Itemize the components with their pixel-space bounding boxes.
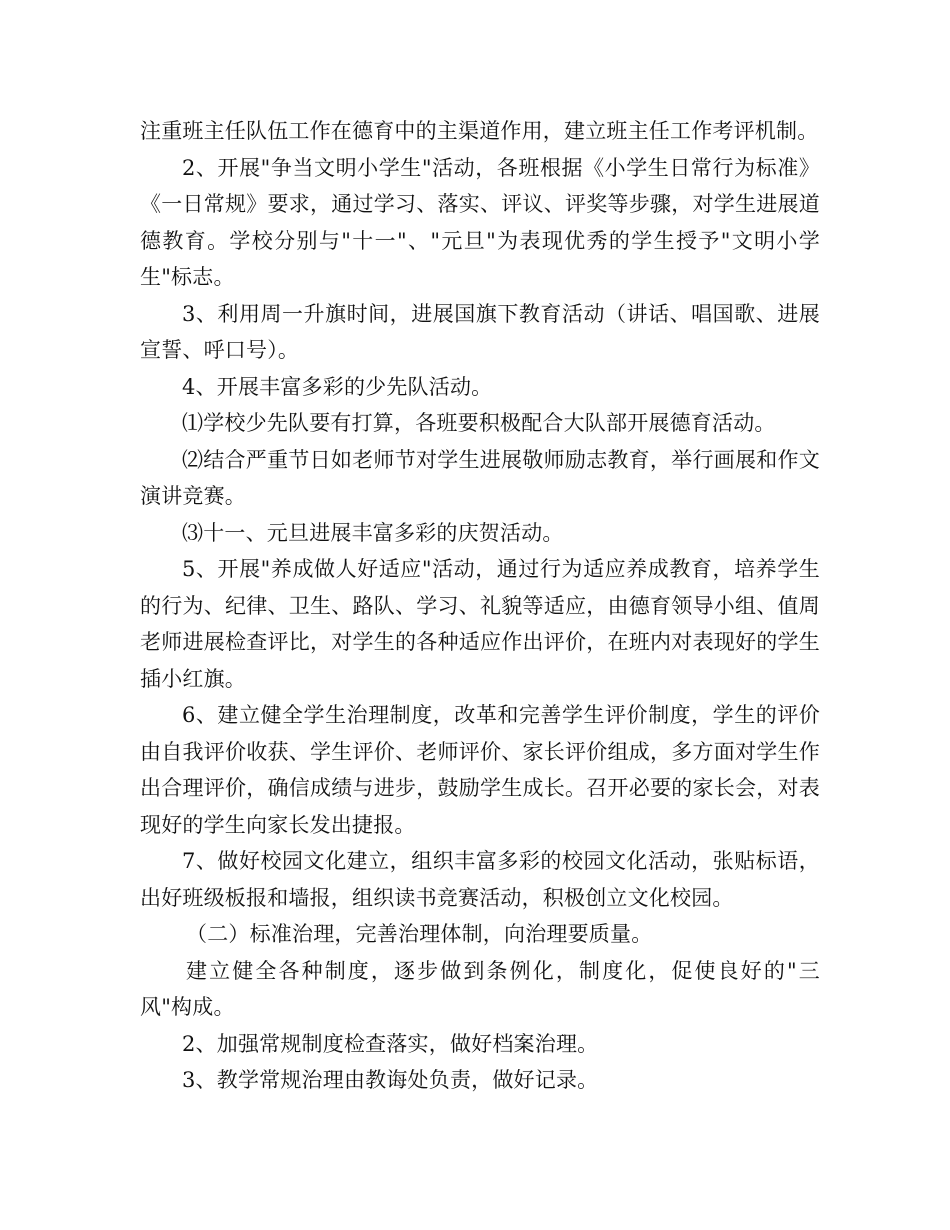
document-body xyxy=(140,113,820,1099)
paragraph-celebration: ⑶十一、元旦进展丰富多彩的庆贺活动。 xyxy=(182,520,564,545)
paragraph-routine-inspection: 2、加强常规制度检查落实，做好档案治理。 xyxy=(182,1031,599,1056)
paragraph-pioneers: 4、开展丰富多彩的少先队活动。 xyxy=(182,374,493,399)
paragraph-good-habits: 5、开展"养成做人好适应"活动，通过行为适应养成教育，培养学生的行为、纪律、卫生、路队、学习、礼貌等适应，由德育领导小组、值周老师进展检查评比，对学生的各种适应作出评价，在班内对表现好的学生插小红旗。 xyxy=(140,557,820,691)
paragraph-campus-culture: 7、做好校园文化建立，组织丰富多彩的校园文化活动，张贴标语，出好班级板报和墙报，组织读书竞赛活动，积极创立文化校园。 xyxy=(140,849,820,910)
paragraph-regulations: 建立健全各种制度，逐步做到条例化，制度化，促使良好的"三风"构成。 xyxy=(140,958,820,1019)
paragraph-teaching-routine: 3、教学常规治理由教诲处负责，做好记录。 xyxy=(182,1068,599,1092)
paragraph-teachers-day: ⑵结合严重节日如老师节对学生进展敬师励志教育，举行画展和作文演讲竞赛。 xyxy=(140,447,820,508)
paragraph-civilized-student: 2、开展"争当文明小学生"活动，各班根据《小学生日常行为标准》《一日常规》要求，通过学习、落实、评议、评奖等步骤，对学生进展道德教育。学校分别与"十一"、"元旦"为表现优秀的学生授予"文明小学生"标志。 xyxy=(140,155,820,289)
paragraph-pioneers-plan: ⑴学校少先队要有打算，各班要积极配合大队部开展德育活动。 xyxy=(182,411,776,435)
section-heading-management: （二）标准治理，完善治理体制，向治理要质量。 xyxy=(186,922,653,946)
paragraph-student-management: 6、建立健全学生治理制度，改革和完善学生评价制度，学生的评价由自我评价收获、学生评价、老师评价、家长评价组成，多方面对学生作出合理评价，确信成绩与进步，鼓励学生成长。召开必要的家长会，对表现好的学生向家长发出捷报。 xyxy=(140,703,820,837)
paragraph-head-teacher: 注重班主任队伍工作在德育中的主渠道作用，建立班主任工作考评机制。 xyxy=(140,119,819,143)
paragraph-flag-raising: 3、利用周一升旗时间，进展国旗下教育活动（讲话、唱国歌、进展宣誓、呼口号）。 xyxy=(140,301,820,362)
